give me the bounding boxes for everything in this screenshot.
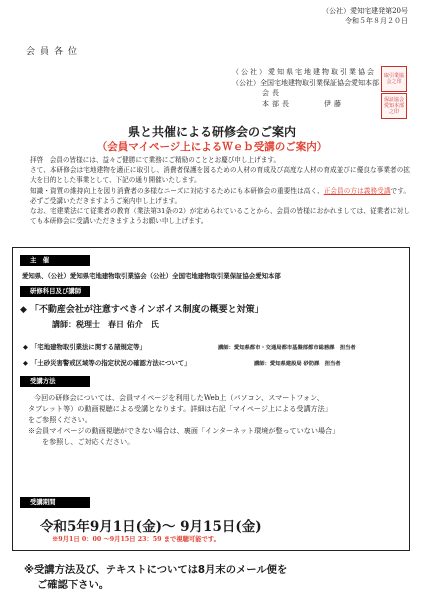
body-p3-start: 知識・資質の維持向上を図り消費者の多様なニーズに対応するためにも本研修会の重要性は高く、	[30, 186, 324, 195]
lecture-3-lecturer: 講師：愛知県建設局 砂防課 担当者	[254, 361, 341, 367]
footer-note	[24, 563, 287, 593]
section-header-host: 主 催	[20, 255, 90, 266]
lecture-2-title-text: 「宅地建物取引業法に関する諸規定等」	[30, 343, 146, 351]
lecture-2-lecturer: 講師：愛知県都市・交通局都市基盤部都市総務課 担当者	[218, 345, 356, 351]
method-note-2: を参照し、ご対応ください。	[42, 437, 135, 446]
page-subtitle: （会員マイページ上によるＷｅｂ受講のご案内）	[96, 141, 328, 153]
host-text: 愛知県、（公社）愛知県宅地建物取引業協会（公社）全国宅地建物取引業保証協会愛知本部	[22, 272, 281, 280]
section-header-period: 受講期間	[20, 497, 90, 508]
page-title: 県と共催による研修会のご案内	[127, 125, 296, 139]
lecture-1-title-text: 「不動産会社が注意すべきインボイス制度の概要と対策」	[29, 305, 264, 315]
document-date: 令和５年８月２０日	[345, 17, 408, 25]
document-number: （公社）愛知宅建発第20号	[322, 7, 408, 15]
issuer-org-1: （公社）愛知県宅地建物取引業協会	[232, 68, 376, 76]
body-paragraph-3	[30, 186, 410, 206]
official-seal-icon-2: 保証協会愛知本部之印	[381, 93, 407, 119]
lecture-3-title-text: 「土砂災害警戒区域等の指定状況の確認方法について」	[30, 359, 191, 367]
lecture-1-lecturer: 講師：税理士 春日 佑介 氏	[52, 319, 159, 329]
lecture-3-title	[23, 358, 191, 367]
method-line-1: 今回の研修会については、会員マイページを利用したWeb上（パソコン、スマートフォン、	[34, 393, 324, 402]
issuer-president-name: 伊藤	[324, 99, 364, 108]
lecture-2-title	[23, 342, 146, 351]
footer-line-1: ※受講方法及び、テキストについては8月末のメール便を	[24, 564, 288, 576]
mandatory-attendance-highlight: 正会員の方は義務受講	[323, 186, 391, 195]
body-paragraph-2: さて、本研修会は宅地建物を適正に取引し、消費者保護を図るための人材の育成及び高度な人材の育成並びに優良な事業者の拡大を目的とした事業として、下記の通り開催いたします。	[30, 166, 410, 185]
issuer-role-director: 本部長	[262, 99, 292, 108]
period-note: ※9月1日 0：00 ～9月15日 23：59 まで視聴可能です。	[52, 536, 220, 543]
lecture-1-title	[20, 302, 264, 315]
body-paragraph-4: なお、宅建業法にて従業者の教育（業法第31条の2）が定められていることから、会員の皆様におかれましては、従業者に対しても本研修会に受講いただきますようお願い申し上げます。	[30, 207, 410, 226]
document-header-info	[322, 6, 408, 26]
issuer-role-president: 会長	[262, 89, 282, 97]
recipients: 会員各位	[26, 47, 83, 57]
body-p3-end: です。必ずご受講いただきますようご案内申し上げます。	[30, 186, 410, 205]
method-text	[28, 392, 400, 447]
period-dates: 令和5年9月1日(金)～ 9月15日(金)	[40, 519, 262, 535]
body-text	[30, 155, 410, 226]
official-seal-icon: 取引業協会之印	[381, 66, 407, 92]
section-header-subjects: 研修科目及び講師	[20, 286, 90, 297]
diamond-bullet-icon: ◆	[20, 305, 27, 315]
footer-line-2: ご確認下さい。	[37, 579, 110, 591]
method-note-1: ※会員マイページの動画視聴ができない場合は、裏面「インターネット環境が整っていない場合」	[28, 426, 340, 435]
section-header-method: 受講方法	[20, 376, 90, 387]
diamond-bullet-icon: ◆	[23, 343, 28, 351]
method-line-2: タブレット等）の動画視聴による受講となります。詳細は右記「マイページ上による受講方法」	[28, 404, 332, 413]
body-paragraph-1: 拝啓 会員の皆様には、益々ご健勝にて業務にご精励のこととお慶び申し上げます。	[30, 156, 281, 164]
diamond-bullet-icon: ◆	[23, 359, 28, 367]
method-line-3: をご参照ください。	[28, 415, 92, 424]
issuer-org-2: （公社）全国宅地建物取引業保証協会愛知本部	[232, 78, 379, 87]
